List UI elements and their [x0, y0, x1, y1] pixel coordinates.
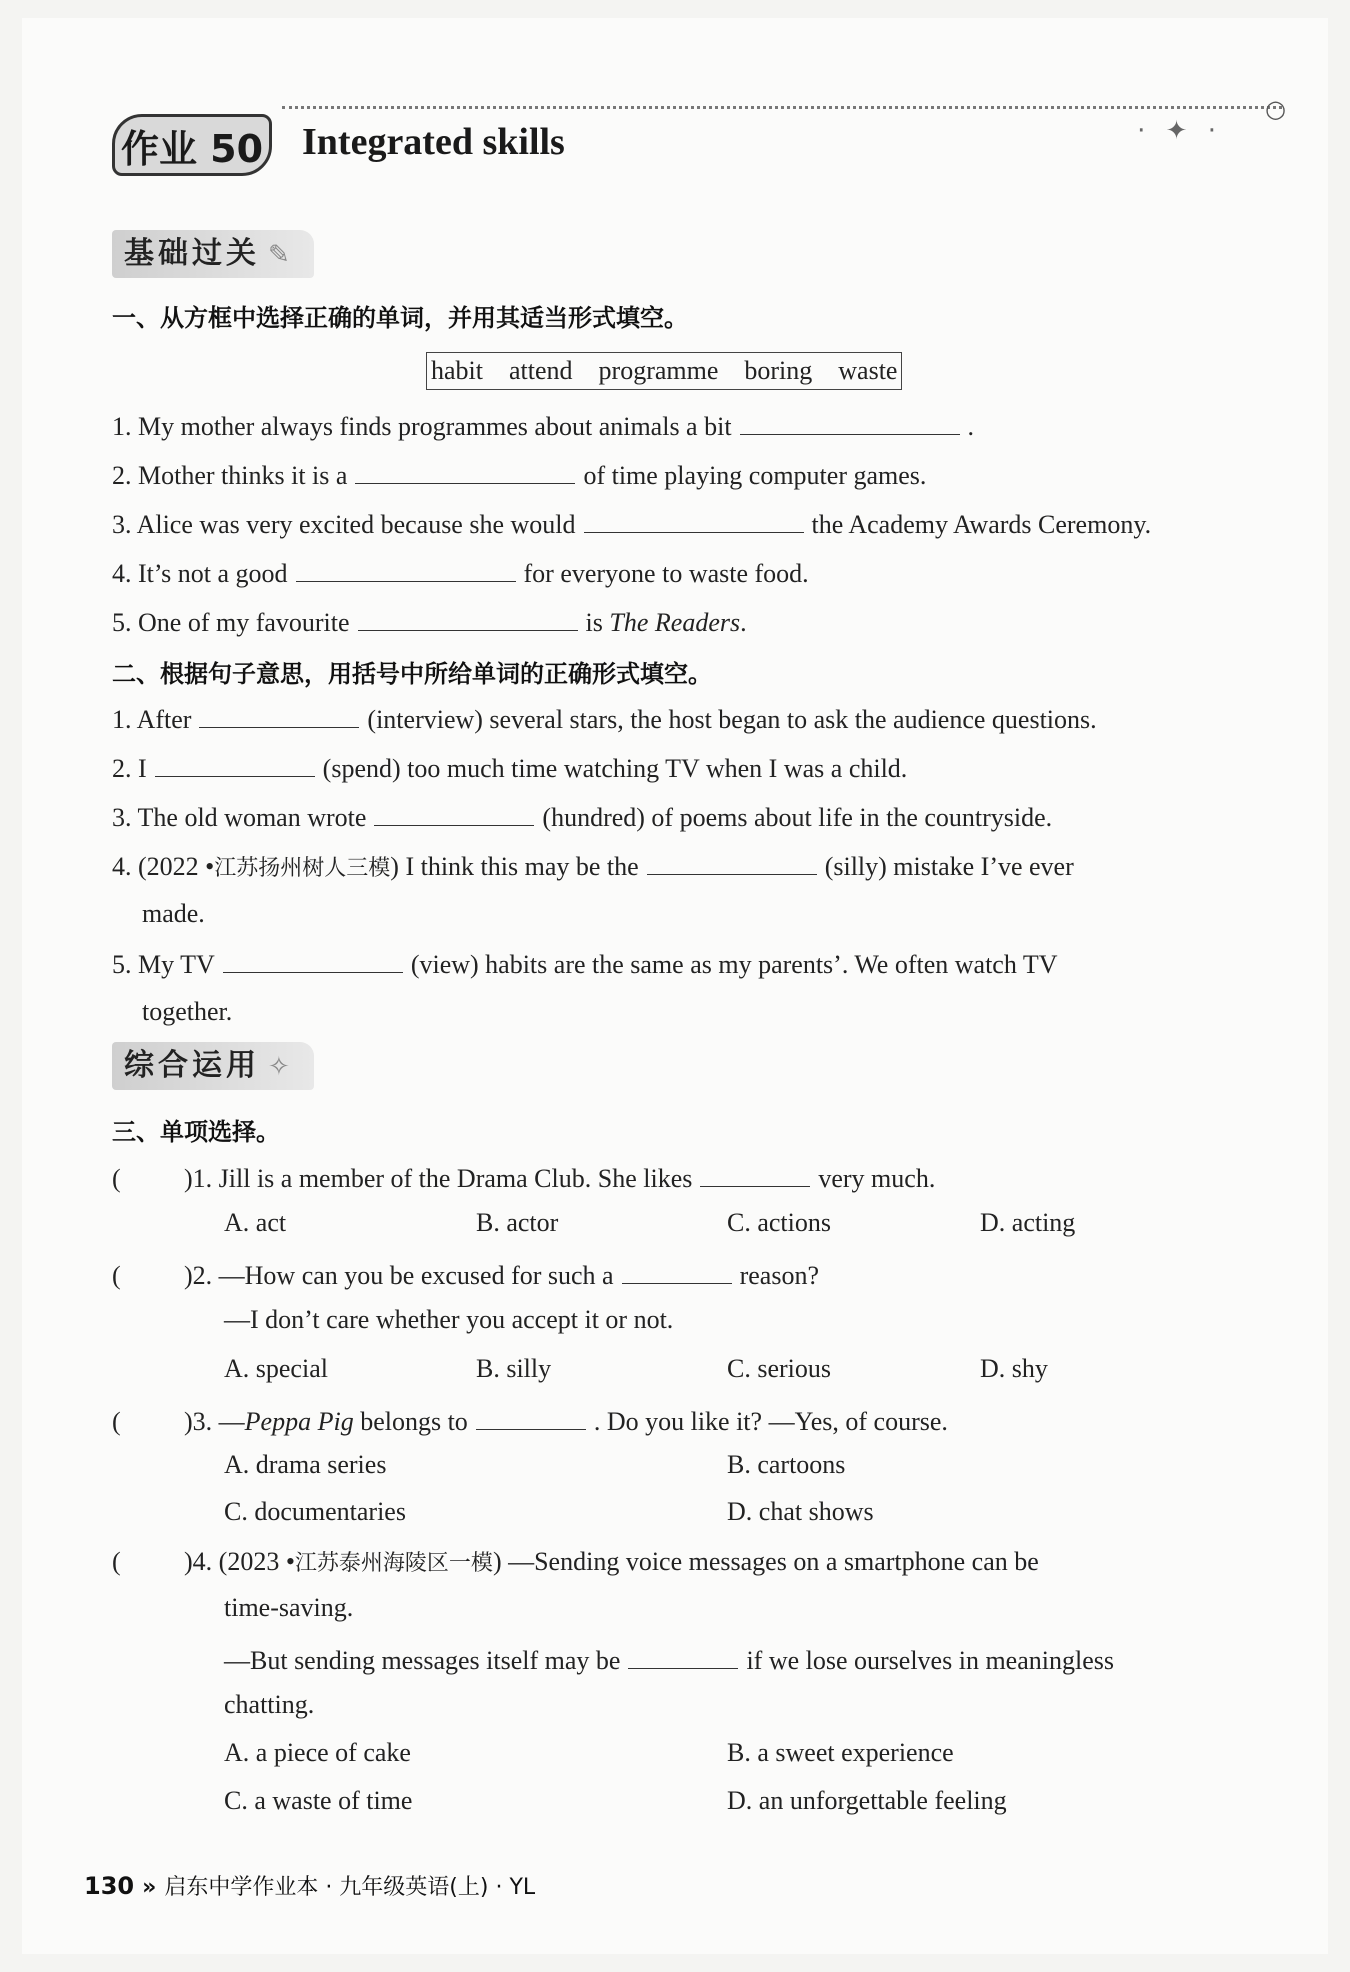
answer-bracket[interactable]: (	[112, 1261, 121, 1290]
answer-blank[interactable]	[223, 946, 403, 973]
word-box	[426, 352, 902, 390]
mc-question-4-reply: —But sending messages itself may be if we lose ourselves in meaningless	[224, 1642, 1114, 1676]
answer-blank[interactable]	[155, 750, 315, 777]
answer-bracket[interactable]: (	[112, 1164, 121, 1193]
mc-option[interactable]: D. shy	[980, 1354, 1048, 1383]
mc-option[interactable]: D. acting	[980, 1208, 1076, 1237]
mc-option[interactable]: A. drama series	[224, 1450, 387, 1479]
answer-blank[interactable]	[296, 555, 516, 582]
mc-option[interactable]: B. a sweet experience	[727, 1738, 954, 1767]
answer-blank	[622, 1257, 732, 1284]
header-dotted-line	[282, 95, 1286, 123]
part1-question-2: 2. Mother thinks it is a of time playing computer games.	[112, 457, 1272, 493]
mc-option[interactable]: C. a waste of time	[224, 1786, 413, 1815]
answer-blank	[700, 1160, 810, 1187]
answer-blank[interactable]	[647, 848, 817, 875]
mc-option[interactable]: A. special	[224, 1354, 328, 1383]
part1-question-4: 4. It’s not a good for everyone to waste food.	[112, 555, 1272, 591]
mc-option[interactable]: D. an unforgettable feeling	[727, 1786, 1007, 1815]
part3-instruction: 三、单项选择。	[112, 1118, 280, 1146]
mc-option[interactable]: A. act	[224, 1208, 287, 1237]
part1-question-3: 3. Alice was very excited because she would the Academy Awards Ceremony.	[112, 506, 1272, 542]
mc-question-1: ( )1. Jill is a member of the Drama Club. She likes very much.	[112, 1160, 1272, 1196]
word-box-item: waste	[838, 356, 898, 385]
part2-question-4: 4. (2022 •江苏扬州树人三模) I think this may be the (silly) mistake I’ve ever	[112, 848, 1272, 886]
page-number: 130	[84, 1872, 135, 1900]
circle-icon: ○	[1265, 95, 1286, 123]
mc-option[interactable]: C. documentaries	[224, 1497, 406, 1526]
mc-option[interactable]: C. serious	[727, 1354, 831, 1383]
answer-blank	[628, 1642, 738, 1669]
answer-bracket[interactable]: (	[112, 1407, 121, 1436]
mc-question-4-cont: time-saving.	[224, 1593, 354, 1622]
part2-question-5: 5. My TV (view) habits are the same as my parents’. We often watch TV	[112, 946, 1272, 982]
mc-question-2-reply: —I don’t care whether you accept it or not.	[224, 1305, 674, 1334]
answer-blank[interactable]	[199, 701, 359, 728]
mc-option[interactable]: C. actions	[727, 1208, 831, 1237]
answer-blank[interactable]	[740, 408, 960, 435]
answer-blank	[476, 1403, 586, 1430]
pencil-icon: ✎	[268, 240, 294, 270]
part2-question-4-cont: made.	[142, 899, 205, 928]
word-box-item: boring	[744, 356, 813, 385]
mc-option[interactable]: B. silly	[476, 1354, 552, 1383]
sparkle-icon: ✧	[268, 1052, 294, 1082]
section-comprehensive	[112, 1042, 314, 1090]
sparkle-icon: · ✦ ·	[1137, 116, 1222, 146]
mc-question-4: ( )4. (2023 •江苏泰州海陵区一模) —Sending voice messages on a smartphone can be	[112, 1545, 1272, 1581]
answer-blank[interactable]	[355, 457, 575, 484]
word-box-item: programme	[598, 356, 719, 385]
answer-blank[interactable]	[584, 506, 804, 533]
word-box-item: habit	[431, 356, 483, 385]
mc-option[interactable]: B. actor	[476, 1208, 559, 1237]
double-chevron-icon: »	[142, 1875, 157, 1900]
page-footer	[84, 1870, 535, 1901]
mc-option[interactable]: D. chat shows	[727, 1497, 874, 1526]
mc-option[interactable]: A. a piece of cake	[224, 1738, 411, 1767]
lesson-title: Integrated skills	[302, 121, 565, 163]
section-comprehensive-label: 综合运用	[124, 1048, 260, 1083]
part2-question-5-cont: together.	[142, 997, 233, 1026]
answer-blank[interactable]	[358, 604, 578, 631]
part2-question-1: 1. After (interview) several stars, the host began to ask the audience questions.	[112, 701, 1272, 737]
lesson-header	[112, 95, 1286, 186]
answer-bracket[interactable]: (	[112, 1547, 121, 1576]
lesson-badge: 作业 50	[112, 114, 272, 176]
part2-instruction: 二、根据句子意思，用括号中所给单词的正确形式填空。	[112, 660, 712, 688]
section-basic	[112, 230, 314, 278]
mc-question-3: ( )3. —Peppa Pig belongs to . Do you like it? —Yes, of course.	[112, 1403, 1272, 1439]
section-basic-label: 基础过关	[124, 236, 260, 271]
mc-option[interactable]: B. cartoons	[727, 1450, 846, 1479]
answer-blank[interactable]	[374, 799, 534, 826]
mc-question-4-reply-cont: chatting.	[224, 1690, 315, 1719]
part2-question-2: 2. I (spend) too much time watching TV when I was a child.	[112, 750, 1272, 786]
part1-question-5: 5. One of my favourite is The Readers.	[112, 604, 1272, 640]
part1-instruction: 一、从方框中选择正确的单词，并用其适当形式填空。	[112, 304, 688, 332]
book-title: 启东中学作业本 · 九年级英语(上) · YL	[164, 1875, 536, 1900]
mc-question-2: ( )2. —How can you be excused for such a reason?	[112, 1257, 1272, 1293]
part1-question-1: 1. My mother always finds programmes about animals a bit .	[112, 408, 1272, 444]
word-box-item: attend	[509, 356, 573, 385]
part2-question-3: 3. The old woman wrote (hundred) of poems about life in the countryside.	[112, 799, 1272, 835]
